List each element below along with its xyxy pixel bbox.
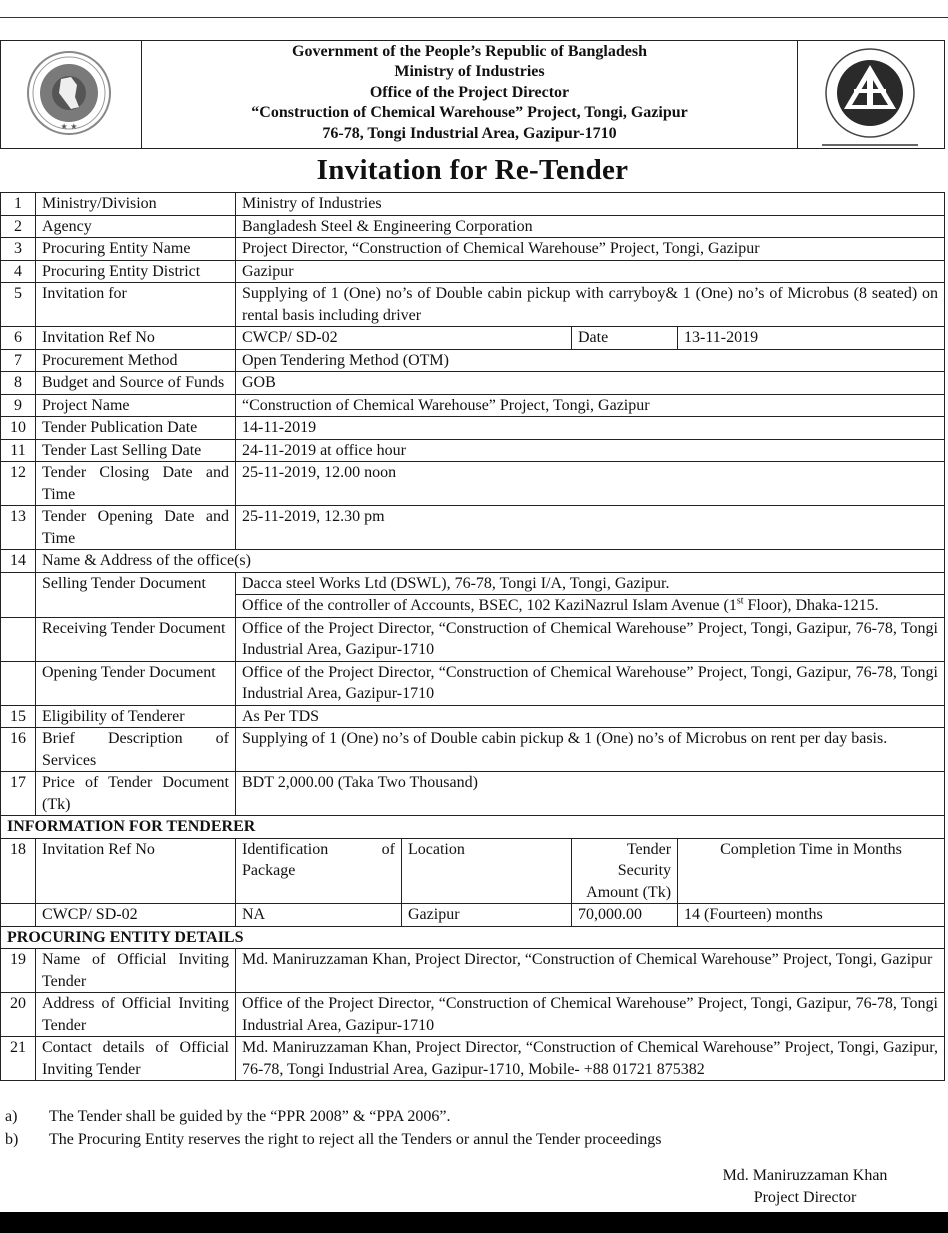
row-label: Tender Publication Date: [36, 417, 236, 440]
row-label: Name of Official Inviting Tender: [36, 949, 236, 993]
row-value: 25-11-2019, 12.30 pm: [236, 506, 945, 550]
table-row: [1, 949, 945, 993]
table-row: [1, 1037, 945, 1081]
row-number: [1, 572, 36, 617]
row-number: 3: [1, 238, 36, 261]
date-value: 13-11-2019: [678, 327, 945, 350]
row-number: 20: [1, 993, 36, 1037]
table-row: [1, 327, 945, 350]
top-rule: [0, 17, 948, 18]
row-label: Ministry/Division: [36, 193, 236, 216]
row-label: Invitation for: [36, 283, 236, 327]
row-number: 16: [1, 728, 36, 772]
row-number: 2: [1, 215, 36, 238]
signatory-title: Project Director: [753, 1189, 857, 1206]
info-section-heading: INFORMATION FOR TENDERER: [1, 816, 945, 839]
table-row: [1, 705, 945, 728]
row-value: Open Tendering Method (OTM): [236, 349, 945, 372]
signature-block: [690, 1165, 920, 1209]
row-value: 24-11-2019 at office hour: [236, 439, 945, 462]
invitation-ref-value: CWCP/ SD-02: [236, 327, 572, 350]
procuring-section-heading: PROCURING ENTITY DETAILS: [1, 926, 945, 949]
column-header: Completion Time in Months: [678, 838, 945, 904]
row-number: 15: [1, 705, 36, 728]
row-number: 4: [1, 260, 36, 283]
row-number: 19: [1, 949, 36, 993]
table-row: [1, 283, 945, 327]
row-number: 17: [1, 772, 36, 816]
bottom-black-band: [0, 1212, 948, 1233]
row-label: Budget and Source of Funds: [36, 372, 236, 395]
table-cell: NA: [236, 904, 402, 927]
note-text: The Tender shall be guided by the “PPR 2008” & “PPA 2006”.: [49, 1108, 451, 1125]
letterhead: [0, 40, 945, 149]
row-label: Selling Tender Document: [36, 572, 236, 617]
office-address-text: Office of the controller of Accounts, BSEC, 102 KaziNazrul Islam Avenue (1: [242, 597, 737, 614]
table-row: [1, 506, 945, 550]
row-value: Ministry of Industries: [236, 193, 945, 216]
table-row: [1, 617, 945, 661]
row-label: Address of Official Inviting Tender: [36, 993, 236, 1037]
svg-text:★ ★: ★ ★: [60, 122, 78, 131]
row-label: Procuring Entity Name: [36, 238, 236, 261]
column-header: Invitation Ref No: [36, 838, 236, 904]
table-row: [1, 772, 945, 816]
row-number: 18: [1, 838, 36, 904]
row-value: “Construction of Chemical Warehouse” Project, Tongi, Gazipur: [236, 394, 945, 417]
row-label: Contact details of Official Inviting Tender: [36, 1037, 236, 1081]
row-value: Md. Maniruzzaman Khan, Project Director, “Construction of Chemical Warehouse” Project, Tongi, Gazipur: [236, 949, 945, 993]
column-header: Location: [402, 838, 572, 904]
note-label: a): [5, 1108, 18, 1125]
table-row: [1, 904, 945, 927]
row-number: 9: [1, 394, 36, 417]
table-row: [1, 550, 945, 573]
row-value: Dacca steel Works Ltd (DSWL), 76-78, Tongi I/A, Tongi, Gazipur.: [236, 572, 945, 595]
section-heading-row: [1, 816, 945, 839]
row-value: BDT 2,000.00 (Taka Two Thousand): [236, 772, 945, 816]
note-item: [5, 1128, 662, 1151]
table-row: [1, 349, 945, 372]
table-row: [1, 238, 945, 261]
row-number: 8: [1, 372, 36, 395]
table-row: [1, 661, 945, 705]
row-number: 6: [1, 327, 36, 350]
header-line-office: Office of the Project Director: [369, 83, 570, 101]
row-value: Bangladesh Steel & Engineering Corporation: [236, 215, 945, 238]
row-label: Brief Description of Services: [36, 728, 236, 772]
bsec-logo: [797, 41, 944, 148]
row-label: Procurement Method: [36, 349, 236, 372]
section-heading-row: [1, 926, 945, 949]
row-label: Procuring Entity District: [36, 260, 236, 283]
note-label: b): [5, 1131, 19, 1148]
row-number: 14: [1, 550, 36, 573]
tender-table: [0, 192, 945, 1081]
row-label: Eligibility of Tenderer: [36, 705, 236, 728]
note-item: [5, 1105, 662, 1128]
header-line-government: Government of the People’s Republic of Bangladesh: [292, 43, 647, 60]
row-label: Agency: [36, 215, 236, 238]
note-text: The Procuring Entity reserves the right to reject all the Tenders or annul the Tender proceedings: [49, 1131, 662, 1148]
row-label: Tender Last Selling Date: [36, 439, 236, 462]
row-label: Price of Tender Document (Tk): [36, 772, 236, 816]
table-row: [1, 215, 945, 238]
table-cell: Gazipur: [402, 904, 572, 927]
row-label: Opening Tender Document: [36, 661, 236, 705]
row-value: Office of the Project Director, “Construction of Chemical Warehouse” Project, Tongi, Gazipur, 76-78, Tongi Industrial Area, Gazipur-1710: [236, 617, 945, 661]
table-row: [1, 728, 945, 772]
row-number: 7: [1, 349, 36, 372]
row-number: 5: [1, 283, 36, 327]
row-value: 25-11-2019, 12.00 noon: [236, 462, 945, 506]
header-line-ministry: Ministry of Industries: [394, 63, 545, 81]
row-value: Md. Maniruzzaman Khan, Project Director, “Construction of Chemical Warehouse” Project, Tongi, Gazipur, 76-78, Tongi Industrial Area, Gazipur-1710, Mobile- +88 01721 875382: [236, 1037, 945, 1081]
office-address-text-end: Floor), Dhaka-1215.: [743, 597, 879, 614]
notes: [5, 1105, 662, 1151]
row-label: Tender Opening Date and Time: [36, 506, 236, 550]
table-cell: 14 (Fourteen) months: [678, 904, 945, 927]
row-value: Supplying of 1 (One) no’s of Double cabin pickup & 1 (One) no’s of Microbus on rent per day basis.: [236, 728, 945, 772]
table-cell: 70,000.00: [572, 904, 678, 927]
row-number: 1: [1, 193, 36, 216]
government-seal-logo: [1, 41, 142, 148]
signatory-name: Md. Maniruzzaman Khan: [722, 1167, 888, 1184]
row-label: Name & Address of the office(s): [36, 550, 945, 573]
row-number: [1, 617, 36, 661]
table-row: [1, 417, 945, 440]
ordinal-suffix: st: [736, 595, 744, 607]
date-label: Date: [572, 327, 678, 350]
row-number: [1, 904, 36, 927]
row-value: As Per TDS: [236, 705, 945, 728]
header-line-project: “Construction of Chemical Warehouse” Project, Tongi, Gazipur: [251, 104, 688, 122]
row-number: 10: [1, 417, 36, 440]
row-value: Project Director, “Construction of Chemical Warehouse” Project, Tongi, Gazipur: [236, 238, 945, 261]
table-row: [1, 193, 945, 216]
column-header: Identification of Package: [236, 838, 402, 904]
row-value: Gazipur: [236, 260, 945, 283]
table-row: [1, 993, 945, 1037]
table-row: [1, 439, 945, 462]
table-row: [1, 462, 945, 506]
row-value-secondary: [236, 595, 945, 618]
table-row: [1, 394, 945, 417]
row-value: Office of the Project Director, “Construction of Chemical Warehouse” Project, Tongi, Gazipur, 76-78, Tongi Industrial Area, Gazipur-1710: [236, 993, 945, 1037]
row-value: Office of the Project Director, “Construction of Chemical Warehouse” Project, Tongi, Gazipur, 76-78, Tongi Industrial Area, Gazipur-1710: [236, 661, 945, 705]
row-value: 14-11-2019: [236, 417, 945, 440]
row-number: 21: [1, 1037, 36, 1081]
table-row: [1, 838, 945, 904]
row-number: [1, 661, 36, 705]
row-value: GOB: [236, 372, 945, 395]
table-row: [1, 260, 945, 283]
header-line-address: 76-78, Tongi Industrial Area, Gazipur-1710: [322, 124, 617, 142]
table-cell: CWCP/ SD-02: [36, 904, 236, 927]
page-title: Invitation for Re-Tender: [316, 154, 629, 186]
row-label: Tender Closing Date and Time: [36, 462, 236, 506]
table-row: [1, 572, 945, 595]
row-value: Supplying of 1 (One) no’s of Double cabin pickup with carryboy& 1 (One) no’s of Microbus (8 seated) on rental basis including driver: [236, 283, 945, 327]
row-label: Project Name: [36, 394, 236, 417]
column-header: Tender Security Amount (Tk): [572, 838, 678, 904]
row-number: 13: [1, 506, 36, 550]
row-number: 12: [1, 462, 36, 506]
row-number: 11: [1, 439, 36, 462]
row-label: Invitation Ref No: [36, 327, 236, 350]
letterhead-text: [141, 42, 798, 144]
row-label: Receiving Tender Document: [36, 617, 236, 661]
table-row: [1, 372, 945, 395]
